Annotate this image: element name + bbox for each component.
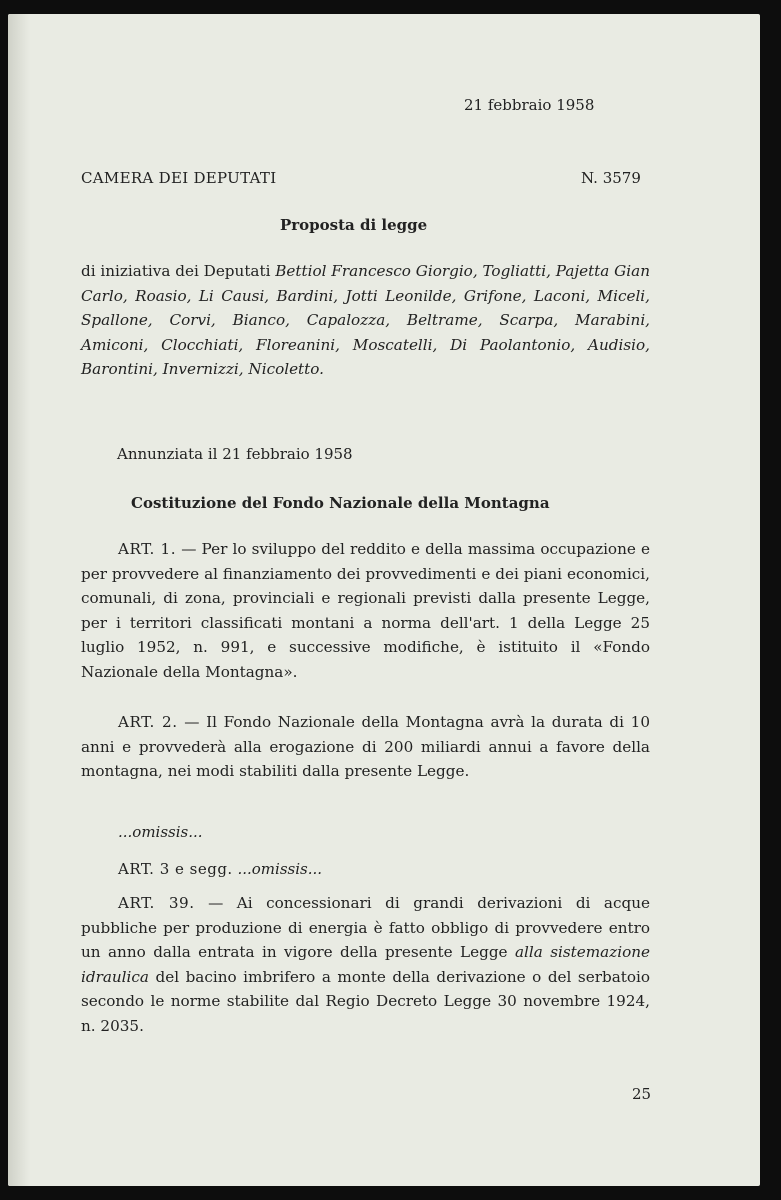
article-39 <box>81 891 650 1038</box>
article-2 <box>81 710 650 784</box>
article-3-label: ART. 3 e segg. <box>118 860 233 878</box>
page-gutter-shadow <box>8 14 30 1186</box>
deputies-list: Bettiol Francesco Giorgio, Togliatti, Pajetta Gian Carlo, Roasio, Li Causi, Bardini, Jotti Leonilde, Grifone, Laconi, Miceli, Spallone, Corvi, Bianco, Capalozza, Beltrame, Scarpa, Marabini, Amiconi, Clocchiati, Floreanini, Moscatelli, Di Paolantonio, Audisio, Barontini, Invernizzi, Nicoletto. <box>81 262 651 378</box>
page-number: 25 <box>632 1085 652 1103</box>
article-1-label: ART. 1. <box>118 540 177 558</box>
article-39-text-after: del bacino imbrifero a monte della derivazione o del serbatoio secondo le norme stabilite dal Regio Decreto Legge 30 novembre 1924, n. 2035. <box>81 967 650 1035</box>
proposal-title: Proposta di legge <box>280 216 428 234</box>
document-date: 21 febbraio 1958 <box>464 96 595 114</box>
article-39-text-before: — Ai concessionari di grandi derivazioni di acque pubbliche per produzione di energia è fatto obbligo di provvedere entro un anno dalla entrata in vigore della presente Legge <box>81 894 650 961</box>
document-page <box>8 14 760 1186</box>
article-2-text: — Il Fondo Nazionale della Montagna avrà la durata di 10 anni e provvederà alla erogazione di 200 miliardi annui a favore della montagna, nei modi stabiliti dalla presente Legge. <box>81 713 650 780</box>
section-title: Costituzione del Fondo Nazionale della Montagna <box>131 494 550 512</box>
initiative-paragraph <box>81 259 650 382</box>
omissis-note: ...omissis... <box>118 823 203 841</box>
article-39-label: ART. 39. <box>118 894 195 912</box>
article-3-line <box>118 857 322 882</box>
document-number: N. 3579 <box>581 169 641 187</box>
article-2-label: ART. 2. <box>118 713 178 731</box>
article-1 <box>81 537 650 684</box>
article-3-omissis: ...omissis... <box>232 860 323 878</box>
announcement-date: Annunziata il 21 febbraio 1958 <box>117 445 353 463</box>
chamber-name: CAMERA DEI DEPUTATI <box>81 169 277 187</box>
article-1-text: — Per lo sviluppo del reddito e della massima occupazione e per provvedere al finanziamento dei provvedimenti e dei piani economici, comunali, di zona, provinciali e regionali previsti dalla presente Legge, per i territori classificati montani a norma dell'art. 1 della Legge 25 luglio 1952, n. 991, e successive modifiche, è istituito il «Fondo Nazionale della Montagna». <box>81 540 650 681</box>
article-39-emphasis: alla sistemazione idraulica <box>81 943 650 986</box>
initiative-prefix: di iniziativa dei Deputati <box>81 262 276 280</box>
